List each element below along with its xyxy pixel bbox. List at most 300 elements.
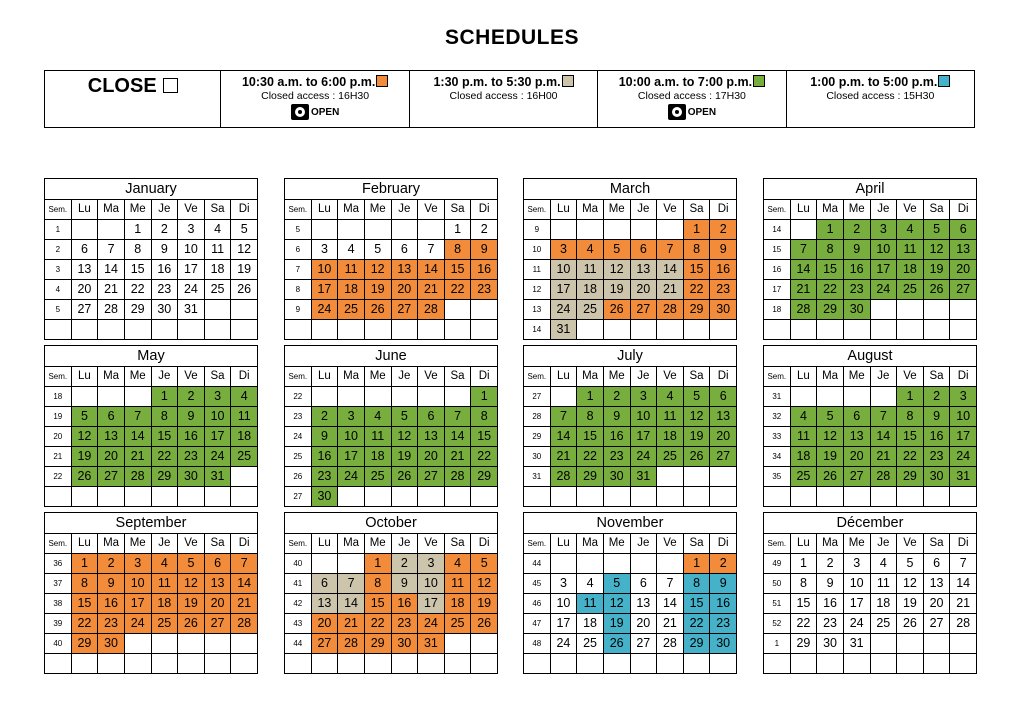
legend-open-badge bbox=[598, 104, 785, 120]
day-cell: 11 bbox=[338, 260, 365, 280]
day-cell: 4 bbox=[897, 220, 924, 240]
day-cell: 15 bbox=[683, 260, 710, 280]
day-cell: 19 bbox=[391, 447, 418, 467]
day-cell: 29 bbox=[364, 634, 391, 654]
month-name-row bbox=[45, 346, 258, 367]
weekday-header: Ma bbox=[577, 200, 604, 220]
week-number: 50 bbox=[764, 574, 791, 594]
day-cell: 28 bbox=[231, 614, 258, 634]
week-row bbox=[45, 554, 258, 574]
day-cell: 23 bbox=[710, 280, 737, 300]
month-calendar bbox=[763, 345, 977, 507]
weekday-header: Ma bbox=[98, 200, 125, 220]
day-cell: 19 bbox=[71, 447, 98, 467]
day-cell: 22 bbox=[364, 614, 391, 634]
day-cell: 19 bbox=[683, 427, 710, 447]
day-cell bbox=[311, 220, 338, 240]
legend-slot-2 bbox=[409, 71, 597, 127]
day-cell: 29 bbox=[683, 634, 710, 654]
day-cell bbox=[471, 487, 498, 507]
month-table bbox=[763, 345, 977, 507]
day-cell bbox=[124, 634, 151, 654]
day-cell: 23 bbox=[311, 467, 338, 487]
weekday-header: Sa bbox=[444, 534, 471, 554]
day-cell: 26 bbox=[897, 614, 924, 634]
day-cell bbox=[98, 320, 125, 340]
day-cell bbox=[71, 320, 98, 340]
day-cell bbox=[204, 320, 231, 340]
day-cell bbox=[577, 320, 604, 340]
day-cell bbox=[657, 554, 684, 574]
week-row bbox=[285, 487, 498, 507]
day-cell bbox=[338, 487, 365, 507]
day-cell bbox=[843, 487, 870, 507]
day-cell: 2 bbox=[843, 220, 870, 240]
day-cell: 28 bbox=[657, 634, 684, 654]
day-cell: 12 bbox=[71, 427, 98, 447]
month-name: April bbox=[764, 179, 977, 200]
week-row bbox=[764, 554, 977, 574]
week-row bbox=[524, 574, 737, 594]
week-number bbox=[524, 487, 551, 507]
day-cell bbox=[657, 487, 684, 507]
legend-slot-time: 1:30 p.m. to 5:30 p.m. bbox=[433, 75, 561, 89]
week-row bbox=[524, 634, 737, 654]
open-label: OPEN bbox=[687, 106, 717, 118]
day-cell bbox=[98, 654, 125, 674]
legend-slot-4 bbox=[786, 71, 974, 127]
day-cell: 8 bbox=[577, 407, 604, 427]
day-cell: 28 bbox=[98, 300, 125, 320]
weekday-header: Je bbox=[630, 534, 657, 554]
day-cell: 29 bbox=[817, 300, 844, 320]
day-cell bbox=[71, 487, 98, 507]
day-cell: 17 bbox=[950, 427, 977, 447]
day-cell: 14 bbox=[657, 260, 684, 280]
day-cell: 18 bbox=[897, 260, 924, 280]
day-cell: 12 bbox=[231, 240, 258, 260]
day-cell: 28 bbox=[418, 300, 445, 320]
day-cell: 22 bbox=[790, 614, 817, 634]
day-cell bbox=[630, 554, 657, 574]
legend-closed-access: Closed access : 16H30 bbox=[261, 90, 370, 102]
day-cell: 1 bbox=[683, 220, 710, 240]
day-cell: 24 bbox=[178, 280, 205, 300]
day-cell: 31 bbox=[178, 300, 205, 320]
weekday-header: Lu bbox=[790, 200, 817, 220]
day-cell: 28 bbox=[790, 300, 817, 320]
day-cell: 13 bbox=[923, 574, 950, 594]
day-cell: 21 bbox=[124, 447, 151, 467]
week-row bbox=[285, 447, 498, 467]
day-cell: 7 bbox=[418, 240, 445, 260]
day-cell: 21 bbox=[338, 614, 365, 634]
weekday-header: Di bbox=[950, 200, 977, 220]
day-cell: 8 bbox=[151, 407, 178, 427]
day-cell bbox=[391, 320, 418, 340]
day-cell bbox=[897, 300, 924, 320]
day-cell: 8 bbox=[790, 574, 817, 594]
weekday-header: Lu bbox=[71, 534, 98, 554]
week-number: 15 bbox=[764, 240, 791, 260]
day-cell: 25 bbox=[364, 467, 391, 487]
day-cell: 3 bbox=[178, 220, 205, 240]
day-cell bbox=[231, 654, 258, 674]
day-cell: 12 bbox=[178, 574, 205, 594]
day-cell bbox=[364, 220, 391, 240]
day-cell: 17 bbox=[550, 280, 577, 300]
day-cell: 20 bbox=[630, 614, 657, 634]
day-cell: 29 bbox=[471, 467, 498, 487]
day-cell: 25 bbox=[790, 467, 817, 487]
close-color-box bbox=[163, 78, 178, 93]
day-cell: 26 bbox=[817, 467, 844, 487]
day-cell: 17 bbox=[843, 594, 870, 614]
week-row bbox=[285, 220, 498, 240]
day-cell: 4 bbox=[444, 554, 471, 574]
day-cell: 19 bbox=[897, 594, 924, 614]
day-cell bbox=[577, 487, 604, 507]
day-cell: 30 bbox=[178, 467, 205, 487]
day-cell bbox=[311, 320, 338, 340]
week-row bbox=[285, 654, 498, 674]
month-calendar bbox=[284, 178, 498, 340]
week-number: 10 bbox=[524, 240, 551, 260]
month-name-row bbox=[764, 179, 977, 200]
week-row bbox=[764, 280, 977, 300]
day-cell bbox=[657, 654, 684, 674]
day-cell bbox=[391, 487, 418, 507]
week-row bbox=[285, 554, 498, 574]
week-number: 35 bbox=[764, 467, 791, 487]
day-cell: 4 bbox=[657, 387, 684, 407]
legend-slot-time-row bbox=[221, 75, 408, 89]
day-cell bbox=[418, 320, 445, 340]
day-cell: 11 bbox=[204, 240, 231, 260]
month-table bbox=[763, 178, 977, 340]
week-number bbox=[45, 487, 72, 507]
day-cell: 20 bbox=[71, 280, 98, 300]
weekday-header: Ve bbox=[657, 367, 684, 387]
day-cell: 15 bbox=[683, 594, 710, 614]
day-cell: 30 bbox=[603, 467, 630, 487]
week-column-header: Sem. bbox=[524, 534, 551, 554]
day-cell: 20 bbox=[630, 280, 657, 300]
weekday-header-row bbox=[524, 367, 737, 387]
day-cell: 21 bbox=[231, 594, 258, 614]
day-cell: 21 bbox=[444, 447, 471, 467]
day-cell: 22 bbox=[817, 280, 844, 300]
day-cell bbox=[870, 300, 897, 320]
day-cell bbox=[683, 320, 710, 340]
day-cell: 18 bbox=[790, 447, 817, 467]
day-cell bbox=[364, 654, 391, 674]
weekday-header: Ve bbox=[657, 534, 684, 554]
day-cell: 7 bbox=[657, 574, 684, 594]
day-cell: 10 bbox=[550, 594, 577, 614]
day-cell bbox=[178, 654, 205, 674]
day-cell: 26 bbox=[471, 614, 498, 634]
day-cell bbox=[897, 654, 924, 674]
legend-slot-time-row bbox=[598, 75, 785, 89]
day-cell bbox=[630, 654, 657, 674]
day-cell: 6 bbox=[71, 240, 98, 260]
day-cell: 16 bbox=[471, 260, 498, 280]
weekday-header: Ve bbox=[418, 534, 445, 554]
day-cell bbox=[124, 387, 151, 407]
weekday-header: Je bbox=[391, 367, 418, 387]
day-cell: 17 bbox=[870, 260, 897, 280]
week-number: 14 bbox=[764, 220, 791, 240]
weekday-header: Me bbox=[124, 200, 151, 220]
day-cell: 25 bbox=[204, 280, 231, 300]
weekday-header: Ve bbox=[178, 200, 205, 220]
weekday-header: Lu bbox=[71, 200, 98, 220]
day-cell: 12 bbox=[471, 574, 498, 594]
day-cell: 18 bbox=[657, 427, 684, 447]
day-cell: 27 bbox=[391, 300, 418, 320]
week-row bbox=[764, 614, 977, 634]
weekday-header: Je bbox=[870, 534, 897, 554]
day-cell: 27 bbox=[950, 280, 977, 300]
page-title: SCHEDULES bbox=[444, 26, 580, 49]
day-cell bbox=[391, 387, 418, 407]
day-cell bbox=[311, 387, 338, 407]
week-row bbox=[764, 594, 977, 614]
day-cell: 17 bbox=[418, 594, 445, 614]
day-cell: 24 bbox=[843, 614, 870, 634]
day-cell: 1 bbox=[471, 387, 498, 407]
legend-slot-time-row bbox=[787, 75, 974, 89]
day-cell bbox=[683, 654, 710, 674]
month-name: September bbox=[45, 513, 258, 534]
week-number: 30 bbox=[524, 447, 551, 467]
month-name: Décember bbox=[764, 513, 977, 534]
day-cell: 10 bbox=[178, 240, 205, 260]
weekday-header: Sa bbox=[923, 534, 950, 554]
day-cell: 24 bbox=[311, 300, 338, 320]
weekday-header-row bbox=[764, 200, 977, 220]
day-cell: 8 bbox=[683, 240, 710, 260]
day-cell: 26 bbox=[603, 300, 630, 320]
day-cell bbox=[204, 654, 231, 674]
schedule-legend bbox=[44, 70, 975, 128]
day-cell: 15 bbox=[897, 427, 924, 447]
day-cell: 27 bbox=[843, 467, 870, 487]
day-cell: 18 bbox=[577, 614, 604, 634]
week-row bbox=[45, 407, 258, 427]
day-cell: 28 bbox=[870, 467, 897, 487]
day-cell: 29 bbox=[124, 300, 151, 320]
day-cell: 13 bbox=[71, 260, 98, 280]
day-cell bbox=[231, 320, 258, 340]
day-cell bbox=[444, 654, 471, 674]
month-calendar bbox=[523, 512, 737, 674]
day-cell: 9 bbox=[923, 407, 950, 427]
weekday-header: Ve bbox=[418, 200, 445, 220]
day-cell bbox=[630, 487, 657, 507]
day-cell bbox=[923, 634, 950, 654]
day-cell bbox=[870, 654, 897, 674]
day-cell bbox=[418, 654, 445, 674]
day-cell bbox=[124, 487, 151, 507]
day-cell: 16 bbox=[391, 594, 418, 614]
week-row bbox=[285, 634, 498, 654]
day-cell: 22 bbox=[683, 280, 710, 300]
day-cell: 28 bbox=[950, 614, 977, 634]
weekday-header: Ma bbox=[577, 534, 604, 554]
week-row bbox=[45, 634, 258, 654]
day-cell: 25 bbox=[577, 634, 604, 654]
day-cell: 5 bbox=[391, 407, 418, 427]
week-row bbox=[524, 260, 737, 280]
day-cell: 18 bbox=[231, 427, 258, 447]
day-cell bbox=[364, 320, 391, 340]
week-number: 11 bbox=[524, 260, 551, 280]
color-swatch-blue bbox=[938, 75, 950, 87]
day-cell: 16 bbox=[603, 427, 630, 447]
day-cell: 14 bbox=[98, 260, 125, 280]
day-cell: 16 bbox=[843, 260, 870, 280]
day-cell bbox=[444, 300, 471, 320]
day-cell: 31 bbox=[630, 467, 657, 487]
day-cell: 31 bbox=[843, 634, 870, 654]
day-cell: 3 bbox=[843, 554, 870, 574]
day-cell: 4 bbox=[364, 407, 391, 427]
day-cell bbox=[98, 220, 125, 240]
month-name: March bbox=[524, 179, 737, 200]
week-row bbox=[764, 487, 977, 507]
day-cell: 23 bbox=[151, 280, 178, 300]
week-row bbox=[285, 240, 498, 260]
week-row bbox=[764, 320, 977, 340]
day-cell: 3 bbox=[418, 554, 445, 574]
day-cell: 20 bbox=[710, 427, 737, 447]
week-column-header: Sem. bbox=[45, 200, 72, 220]
month-name: October bbox=[285, 513, 498, 534]
day-cell: 1 bbox=[151, 387, 178, 407]
week-number: 41 bbox=[285, 574, 312, 594]
day-cell: 25 bbox=[231, 447, 258, 467]
weekday-header: Sa bbox=[683, 534, 710, 554]
day-cell: 5 bbox=[364, 240, 391, 260]
day-cell: 25 bbox=[870, 614, 897, 634]
day-cell: 15 bbox=[577, 427, 604, 447]
weekday-header: Ma bbox=[817, 200, 844, 220]
day-cell bbox=[71, 387, 98, 407]
day-cell: 11 bbox=[657, 407, 684, 427]
day-cell: 24 bbox=[630, 447, 657, 467]
weekday-header: Je bbox=[391, 534, 418, 554]
weekday-header: Di bbox=[950, 534, 977, 554]
week-number: 48 bbox=[524, 634, 551, 654]
week-number: 20 bbox=[45, 427, 72, 447]
day-cell bbox=[204, 300, 231, 320]
day-cell bbox=[950, 634, 977, 654]
day-cell: 5 bbox=[897, 554, 924, 574]
week-row bbox=[524, 280, 737, 300]
open-label: OPEN bbox=[310, 106, 340, 118]
week-number: 17 bbox=[764, 280, 791, 300]
day-cell: 3 bbox=[311, 240, 338, 260]
day-cell: 9 bbox=[311, 427, 338, 447]
day-cell: 11 bbox=[444, 574, 471, 594]
day-cell: 5 bbox=[231, 220, 258, 240]
day-cell: 5 bbox=[923, 220, 950, 240]
day-cell: 4 bbox=[204, 220, 231, 240]
day-cell bbox=[950, 654, 977, 674]
day-cell: 20 bbox=[391, 280, 418, 300]
weekday-header: Je bbox=[870, 367, 897, 387]
day-cell: 5 bbox=[683, 387, 710, 407]
week-row bbox=[45, 614, 258, 634]
legend-close bbox=[45, 71, 220, 127]
day-cell bbox=[657, 467, 684, 487]
day-cell: 6 bbox=[311, 574, 338, 594]
day-cell bbox=[98, 387, 125, 407]
weekday-header: Di bbox=[231, 200, 258, 220]
day-cell: 16 bbox=[923, 427, 950, 447]
weekday-header: Lu bbox=[550, 367, 577, 387]
week-row bbox=[764, 654, 977, 674]
day-cell: 31 bbox=[550, 320, 577, 340]
day-cell: 8 bbox=[471, 407, 498, 427]
day-cell: 17 bbox=[311, 280, 338, 300]
week-row bbox=[764, 220, 977, 240]
day-cell: 3 bbox=[950, 387, 977, 407]
day-cell: 11 bbox=[364, 427, 391, 447]
day-cell: 2 bbox=[923, 387, 950, 407]
day-cell: 28 bbox=[657, 300, 684, 320]
day-cell: 16 bbox=[151, 260, 178, 280]
day-cell: 6 bbox=[630, 240, 657, 260]
week-number: 21 bbox=[45, 447, 72, 467]
month-name: November bbox=[524, 513, 737, 534]
day-cell: 21 bbox=[657, 280, 684, 300]
day-cell: 21 bbox=[550, 447, 577, 467]
day-cell: 24 bbox=[204, 447, 231, 467]
day-cell: 6 bbox=[204, 554, 231, 574]
day-cell: 11 bbox=[897, 240, 924, 260]
day-cell: 8 bbox=[683, 574, 710, 594]
weekday-header-row bbox=[45, 534, 258, 554]
day-cell: 1 bbox=[577, 387, 604, 407]
day-cell: 24 bbox=[950, 447, 977, 467]
day-cell bbox=[950, 320, 977, 340]
day-cell: 9 bbox=[843, 240, 870, 260]
weekday-header: Ve bbox=[897, 367, 924, 387]
day-cell: 10 bbox=[124, 574, 151, 594]
month-name: May bbox=[45, 346, 258, 367]
day-cell bbox=[683, 467, 710, 487]
day-cell: 12 bbox=[391, 427, 418, 447]
day-cell: 9 bbox=[471, 240, 498, 260]
legend-slot-1 bbox=[220, 71, 408, 127]
weekday-header: Ve bbox=[418, 367, 445, 387]
day-cell: 2 bbox=[603, 387, 630, 407]
day-cell bbox=[338, 220, 365, 240]
day-cell bbox=[391, 654, 418, 674]
week-number bbox=[285, 320, 312, 340]
day-cell: 22 bbox=[444, 280, 471, 300]
day-cell: 12 bbox=[817, 427, 844, 447]
day-cell: 21 bbox=[870, 447, 897, 467]
legend-close-label: CLOSE bbox=[87, 75, 157, 97]
restaurant-icon bbox=[668, 104, 686, 120]
day-cell: 7 bbox=[657, 240, 684, 260]
day-cell: 2 bbox=[311, 407, 338, 427]
weekday-header: Sa bbox=[204, 200, 231, 220]
